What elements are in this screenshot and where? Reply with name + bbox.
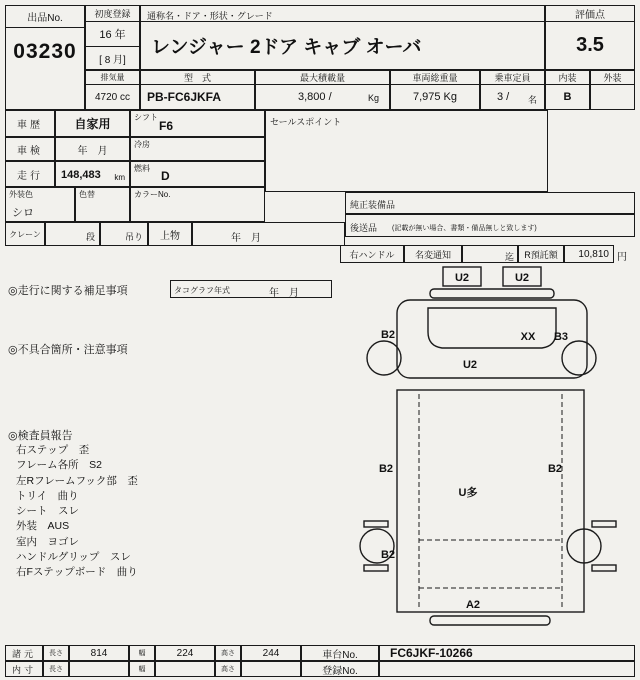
mileage-value: 148,483 xyxy=(61,169,101,181)
handle-cell: 右ハンドル xyxy=(340,245,404,263)
inner-width-value xyxy=(155,661,215,677)
exhibit-no-value: 03230 xyxy=(13,40,77,63)
ext-color-cell xyxy=(5,187,75,222)
color-change-label: 色替 xyxy=(79,190,95,199)
capacity-label: 乗車定員 xyxy=(480,70,545,85)
made-label: 迄 xyxy=(504,252,514,262)
inspection-label: 車検 xyxy=(5,137,55,161)
kousou-box xyxy=(345,214,635,237)
capacity-unit: 名 xyxy=(527,95,537,105)
mark-roof-right: U2 xyxy=(514,272,530,284)
tacho-label: タコグラフ年式 xyxy=(174,286,230,295)
height-value: 244 xyxy=(241,645,301,661)
mark-bed-left: B2 xyxy=(378,463,394,475)
ac-cell xyxy=(130,137,265,161)
mark-front-right: B3 xyxy=(553,331,569,343)
length-label: 長さ xyxy=(43,645,69,661)
made-cell xyxy=(462,245,518,263)
report-line: 外装 AUS xyxy=(16,520,70,533)
report-line: 室内 ヨゴレ xyxy=(16,535,79,548)
fuel-label: 燃料 xyxy=(134,164,150,173)
chassis-label: 車台No. xyxy=(301,645,379,661)
inner-height-value xyxy=(241,661,301,677)
mark-rear-left: B2 xyxy=(380,549,396,561)
body-date-value: 年 月 xyxy=(231,233,261,244)
ac-label: 冷房 xyxy=(134,140,150,149)
deposit-value-cell xyxy=(564,245,614,263)
front-bumper xyxy=(430,289,554,298)
interior-label: 内装 xyxy=(545,70,590,85)
inner-dim-label: 内寸 xyxy=(5,661,43,677)
mark-front-left: B2 xyxy=(380,329,396,341)
vehicle-name-box xyxy=(140,21,545,70)
genuine-equipment-label: 純正装備品 xyxy=(350,200,396,210)
sales-point-label: セールスポイント xyxy=(270,117,342,127)
vehicle-name-value: レンジャー 2ドア キャブ オーバ xyxy=(151,37,422,58)
first-reg-month: [ 8 月] xyxy=(85,46,140,70)
rear-left-flap-front xyxy=(364,521,388,527)
length-value: 814 xyxy=(69,645,129,661)
mark-bed-right: B2 xyxy=(547,463,563,475)
exterior-grade xyxy=(590,84,635,110)
inner-height-label: 高さ xyxy=(215,661,241,677)
vehicle-diagram-svg xyxy=(340,262,640,632)
capacity-box xyxy=(480,84,545,110)
exterior-label: 外装 xyxy=(590,70,635,85)
first-reg-year: 16 年 xyxy=(85,21,140,47)
report-line: トリイ 曲り xyxy=(16,489,79,502)
report-line: 右Fステップボード 曲り xyxy=(16,566,138,579)
body-date-cell xyxy=(192,222,345,246)
score-value: 3.5 xyxy=(545,21,635,70)
exhibit-no-label: 出品No. xyxy=(5,5,85,28)
width-value: 224 xyxy=(155,645,215,661)
report-line: フレーム各所 S2 xyxy=(16,459,102,472)
fuel-value: D xyxy=(161,169,170,183)
report-line: 左Rフレームフック部 歪 xyxy=(16,474,138,487)
mileage-unit: km xyxy=(114,173,125,182)
color-no-cell xyxy=(130,187,265,222)
height-label: 高さ xyxy=(215,645,241,661)
ext-color-label: 外装色 xyxy=(9,190,33,199)
color-change-cell xyxy=(75,187,130,222)
report-line: シート スレ xyxy=(16,505,79,518)
rear-right-flap-back xyxy=(592,565,616,571)
mark-front-center: XX xyxy=(520,331,536,343)
vehicle-diagram xyxy=(340,262,640,632)
body-label: 上物 xyxy=(148,222,192,246)
gvw-label: 車両総重量 xyxy=(390,70,480,85)
mark-cab: U2 xyxy=(462,359,478,371)
displacement-label: 排気量 xyxy=(85,70,140,85)
interior-grade: B xyxy=(545,84,590,110)
crane-tsuri-cell xyxy=(100,222,148,246)
tacho-value: 年 月 xyxy=(269,288,299,299)
max-load-unit: Kg xyxy=(367,93,379,103)
mileage-note-title: ◎走行に関する補足事項 xyxy=(8,285,128,297)
reg-no-value xyxy=(379,661,635,677)
exhibit-no-box xyxy=(5,27,85,110)
ext-color-value: シロ xyxy=(12,207,34,219)
gvw-value: 7,975 Kg xyxy=(390,84,480,110)
max-load-label: 最大積載量 xyxy=(255,70,390,85)
crane-dan-label: 段 xyxy=(85,232,95,242)
sales-point-box xyxy=(265,110,548,192)
name-change-cell: 名変通知 xyxy=(404,245,462,263)
chassis-value: FC6JKF-10266 xyxy=(379,645,635,661)
shift-label: シフト xyxy=(134,113,158,122)
defect-title: ◎不具合箇所・注意事項 xyxy=(8,344,128,356)
width-label: 幅 xyxy=(129,645,155,661)
spec-label: 諸元 xyxy=(5,645,43,661)
genuine-equipment-box xyxy=(345,192,635,214)
rear-left-flap-back xyxy=(364,565,388,571)
mileage-label: 走行 xyxy=(5,161,55,187)
inspection-value: 年 月 xyxy=(55,137,130,161)
mark-bed-center: U多 xyxy=(458,487,478,499)
max-load-value: 3,800 / xyxy=(298,91,332,103)
color-no-label: カラーNo. xyxy=(134,190,171,199)
first-reg-label: 初度登録 xyxy=(85,5,140,22)
history-label: 車歴 xyxy=(5,110,55,137)
capacity-value: 3 / xyxy=(497,91,510,103)
rear-bumper xyxy=(430,616,550,625)
yen-label: 円 xyxy=(617,252,627,263)
displacement-value: 4720 cc xyxy=(85,84,140,110)
reg-no-label: 登録No. xyxy=(301,661,379,677)
mark-rear-gate: A2 xyxy=(465,599,481,611)
vehicle-name-label: 通称名・ドア・形状・グレード xyxy=(140,5,545,22)
model-label: 型 式 xyxy=(140,70,255,85)
inspector-title: ◎検査員報告 xyxy=(8,430,73,442)
deposit-value: 10,810 xyxy=(578,249,609,260)
inner-width-label: 幅 xyxy=(129,661,155,677)
inspector-report xyxy=(16,443,138,581)
report-line: 右ステップ 歪 xyxy=(16,444,90,456)
inner-length-value xyxy=(69,661,129,677)
rear-right-flap-front xyxy=(592,521,616,527)
fuel-cell xyxy=(130,161,265,187)
report-line: ハンドルグリップ スレ xyxy=(16,551,131,564)
score-label: 評価点 xyxy=(545,5,635,22)
shift-value: F6 xyxy=(159,119,174,133)
front-left-wheel xyxy=(367,341,401,375)
crane-label: クレーン xyxy=(5,222,45,246)
shift-cell xyxy=(130,110,265,137)
kousou-note: (記載が無い場合、書類・備品無しと致します) xyxy=(392,225,537,232)
deposit-label: R預託額 xyxy=(518,245,564,263)
cargo-bed xyxy=(397,390,584,612)
inner-length-label: 長さ xyxy=(43,661,69,677)
model-value: PB-FC6JKFA xyxy=(140,84,255,110)
history-value: 自家用 xyxy=(55,110,130,137)
kousou-label: 後送品 xyxy=(350,223,378,233)
mark-roof-left: U2 xyxy=(454,272,470,284)
crane-tsuri-label: 吊り xyxy=(124,232,143,242)
crane-dan-cell xyxy=(45,222,100,246)
max-load-box xyxy=(255,84,390,110)
tacho-box xyxy=(170,280,332,298)
mileage-box xyxy=(55,161,130,187)
